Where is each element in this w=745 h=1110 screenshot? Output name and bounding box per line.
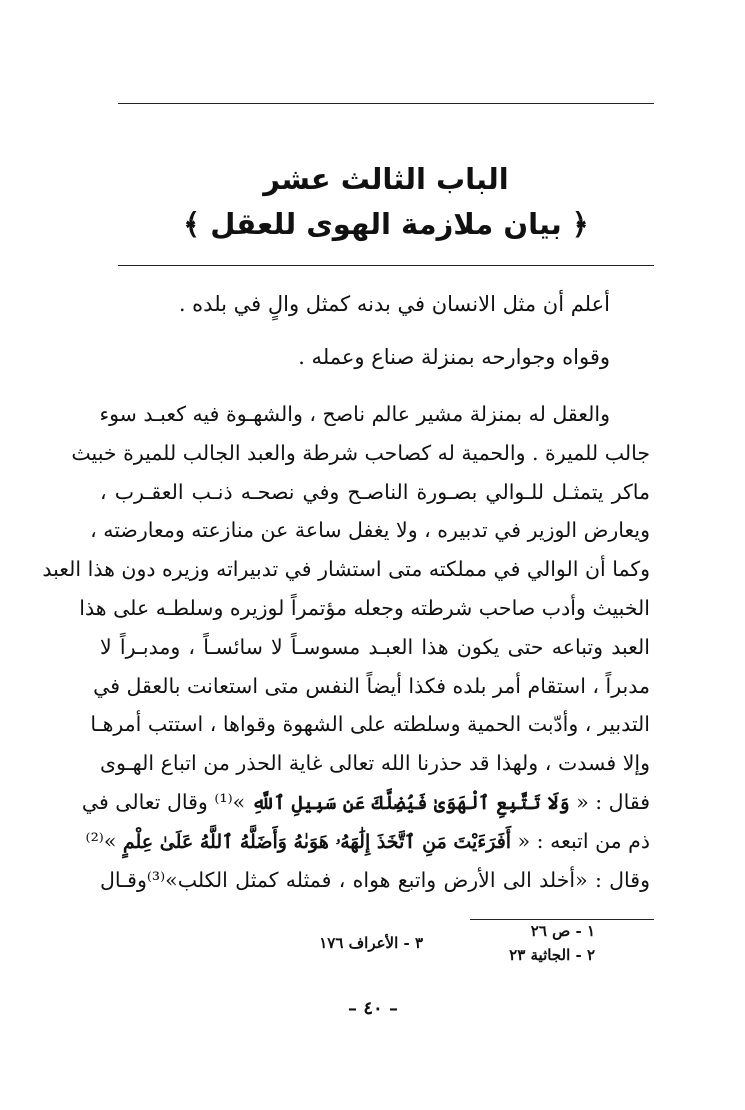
quote-line bbox=[85, 822, 650, 861]
intro-line: أعلم أن مثل الانسان في بدنه كمثل والٍ في بلده . bbox=[178, 292, 610, 316]
body-paragraph bbox=[42, 395, 650, 899]
body-line: التدبير ، وأدّبت الحمية وسلطته على الشهوة وقواها ، استتب أمرهـا bbox=[90, 712, 650, 737]
footnote: ٢ - الجاثية ٢٣ bbox=[509, 946, 595, 964]
footnote: ٣ - الأعراف ١٧٦ bbox=[319, 934, 423, 952]
quran-verse: وَلَا تَتَّبِعِ ٱلْهَوَىٰ فَيُضِلَّكَ عَن سَبِيلِ ٱللَّهِ bbox=[251, 791, 570, 814]
body-line: وإلا فسدت ، ولهذا قد حذرنا الله تعالى غاية الحذر من اتباع الهـوى bbox=[100, 751, 650, 776]
footnote-rule bbox=[470, 919, 654, 920]
quote-suffix: »⁽¹⁾ وقال تعالى في bbox=[81, 789, 252, 814]
top-rule bbox=[118, 103, 654, 104]
body-line: ماكر يتمثـل للـوالي بصـورة الناصـح وفي نصحـه ذنـب العقـرب ، bbox=[100, 479, 650, 504]
body-line: جالب للميرة . والحمية له كصاحب شرطة والعبد الجالب للميرة خبيث bbox=[71, 440, 650, 465]
body-line: مدبراً ، استقام أمر بلده فكذا أيضاً النفس متى استعانت بالعقل في bbox=[93, 673, 650, 698]
title-rule bbox=[118, 265, 654, 266]
quote-prefix: ذم من اتبعه : « bbox=[511, 828, 650, 853]
body-line: ويعارض الوزير في تدبيره ، ولا يغفل ساعة عن منازعته ومعارضته ، bbox=[90, 518, 650, 543]
quote-suffix: »⁽²⁾ bbox=[85, 828, 123, 853]
quote-prefix: وقال : « bbox=[575, 867, 650, 892]
quote-suffix: »⁽³⁾وقـال bbox=[100, 867, 178, 892]
footnote: ١ - ص ٢٦ bbox=[530, 922, 595, 940]
quote-line bbox=[81, 783, 650, 822]
quran-verse: أَفَرَءَيْتَ مَنِ ٱتَّخَذَ إِلَٰهَهُۥ هَوَىٰهُ وَأَضَلَّهُ ٱللَّهُ عَلَىٰ عِلْمٍ bbox=[122, 830, 512, 853]
chapter-number: الباب الثالث عشر bbox=[263, 162, 509, 196]
body-line: والعقل له بمنزلة مشير عالم ناصح ، والشهـوة فيه كعبـد سوء bbox=[99, 402, 610, 426]
body-line: وكما أن الوالي في مملكته متى استشار في تدبيراته وزيره دون هذا العبد bbox=[42, 557, 650, 582]
quote-prefix: فقال : « bbox=[569, 789, 650, 814]
intro-line: وقواه وجوارحه بمنزلة صناع وعمله . bbox=[298, 345, 610, 369]
quote-line bbox=[100, 861, 650, 900]
body-line: العبد وتباعه حتى يكون هذا العبـد مسوسـاً لا سائسـاً ، ومدبـراً لا bbox=[100, 634, 650, 659]
quoted-text: أخلد الى الأرض واتبع هواه ، فمثله كمثل الكلب bbox=[177, 867, 576, 892]
body-line: الخبيث وأدب صاحب شرطته وجعله مؤتمراً لوزيره وسلطـه على هذا bbox=[79, 595, 650, 620]
chapter-title: ﴿ بيان ملازمة الهوى للعقل ﴾ bbox=[183, 207, 589, 241]
page-number: – ٤٠ – bbox=[348, 998, 398, 1019]
